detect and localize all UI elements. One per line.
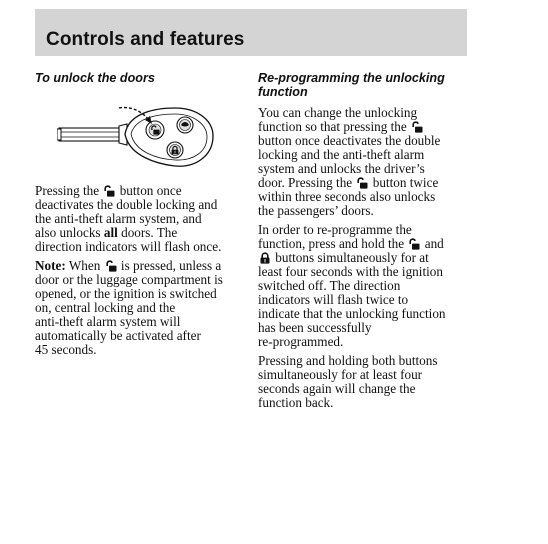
- reprogram-paragraph-3: Pressing and holding both buttons simultaneously for at least four seconds again will change the function back.: [258, 353, 438, 410]
- reprogram-paragraph-1: You can change the unlocking function so that pressing the button once deactivates the double locking and the anti-theft alarm system and unlocks the driver’s door. Pressing the button twice within three seconds also unlocks the passengers’ doors.: [258, 105, 441, 218]
- unlock-padlock-icon: [103, 185, 115, 197]
- left-heading: To unlock the doors: [35, 71, 155, 85]
- key-fob-illustration: [57, 100, 217, 180]
- unlock-paragraph: Pressing the button once deactivates the double locking and the anti-theft alarm system, and also unlocks all doors. The direction indicators will flash once.: [35, 183, 222, 254]
- unlock-padlock-icon: [356, 177, 368, 189]
- left-body: [35, 184, 250, 357]
- lock-padlock-icon: [259, 252, 271, 264]
- reprogram-paragraph-2: In order to re-programme the function, press and hold the and buttons simultaneously for at least four seconds with the ignition switched off. The direction indicators will flash twice to indicate that the unlocking function has been successfully re-programmed.: [258, 222, 446, 349]
- unlock-padlock-icon: [408, 238, 420, 250]
- section-banner: [35, 9, 467, 56]
- right-heading: Re-programming the unlocking function: [258, 71, 445, 99]
- right-body: [258, 106, 473, 410]
- note-paragraph: Note: When is pressed, unless a door or the luggage compartment is opened, or the ignition is switched on, central locking and the anti-theft alarm system will automatically be activated after 45 seconds.: [35, 258, 223, 357]
- unlock-padlock-icon: [411, 121, 423, 133]
- unlock-padlock-icon: [105, 260, 117, 272]
- page-title: Controls and features: [46, 29, 245, 50]
